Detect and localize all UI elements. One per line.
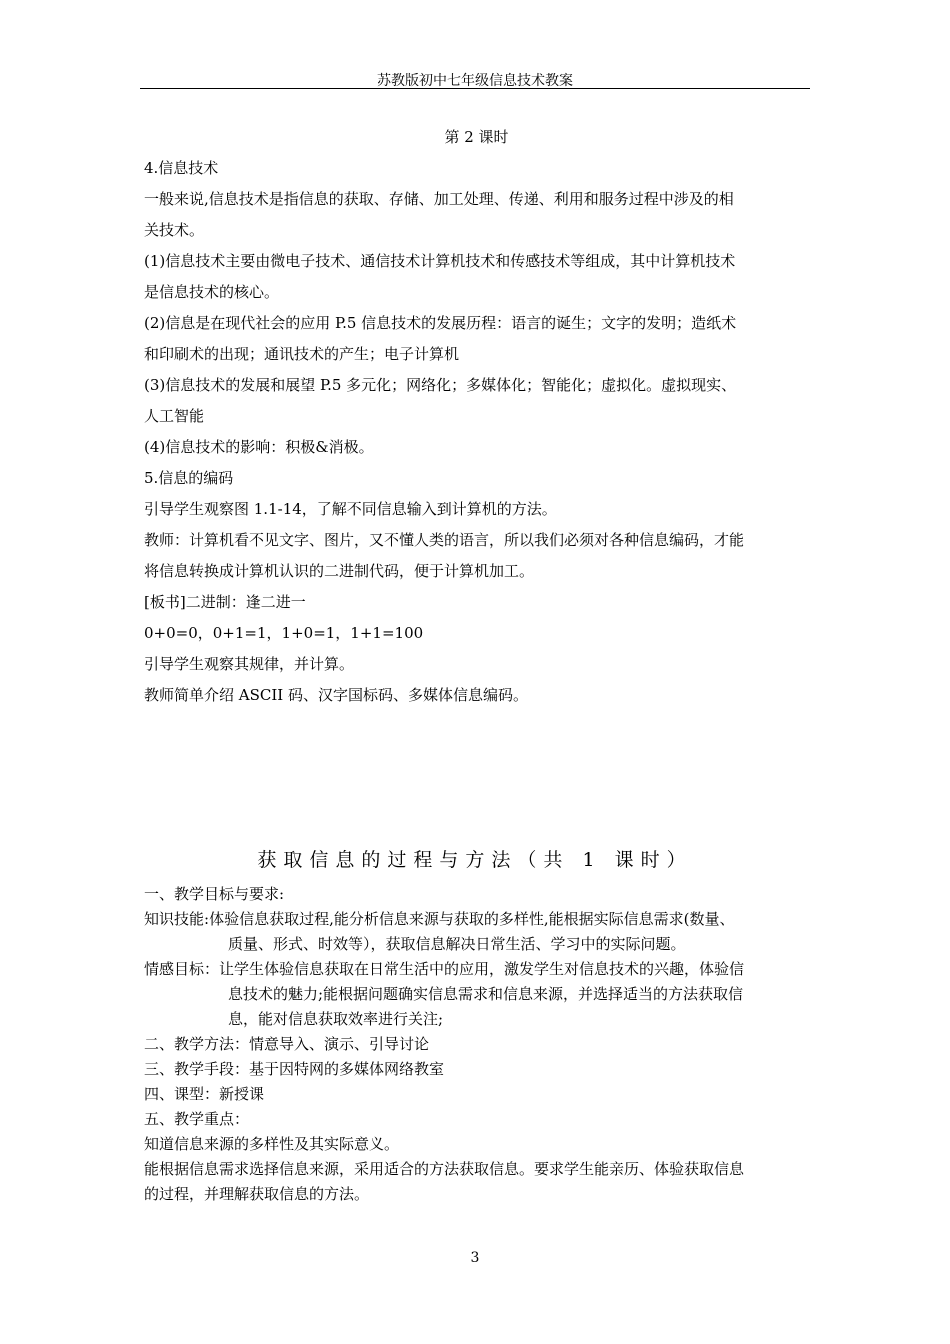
lesson2-line: 0+0=0，0+1=1，1+0=1，1+1=100: [144, 624, 424, 642]
focus-heading: 五、教学重点：: [144, 1110, 250, 1128]
lesson2-line: 和印刷术的出现；通讯技术的产生；电子计算机: [144, 345, 460, 363]
section2-block: [144, 882, 809, 1207]
teaching-method: 二、教学方法：情意导入、演示、引导讨论: [144, 1035, 430, 1053]
lesson2-line: (3)信息技术的发展和展望 P.5 多元化；网络化；多媒体化；智能化；虚拟化。虚拟现实、: [144, 376, 737, 394]
lesson2-line: (1)信息技术主要由微电子技术、通信技术计算机技术和传感技术等组成，其中计算机技术: [144, 252, 736, 270]
lesson2-line: 关技术。: [144, 221, 205, 239]
knowledge-text: 质量、形式、时效等），获取信息解决日常生活、学习中的实际问题。: [228, 935, 686, 953]
knowledge-item: [144, 907, 809, 932]
lesson2-line: 一般来说,信息技术是指信息的获取、存储、加工处理、传递、利用和服务过程中涉及的相: [144, 190, 734, 208]
lesson2-block: [144, 122, 809, 711]
focus-text: 的过程，并理解获取信息的方法。: [144, 1185, 370, 1203]
emotion-item: [144, 957, 809, 982]
lesson2-line: 教师简单介绍 ASCII 码、汉字国标码、多媒体信息编码。: [144, 686, 528, 704]
lesson2-line: 教师：计算机看不见文字、图片，又不懂人类的语言，所以我们必须对各种信息编码，才能: [144, 531, 745, 549]
emotion-text: 息，能对信息获取效率进行关注;: [228, 1010, 444, 1028]
focus-text: 能根据信息需求选择信息来源，采用适合的方法获取信息。要求学生能亲历、体验获取信息: [144, 1160, 745, 1178]
knowledge-label: 知识技能:: [144, 910, 210, 928]
emotion-text: 息技术的魅力;能根据问题确实信息需求和信息来源，并选择适当的方法获取信: [228, 985, 744, 1003]
page-number: 3: [470, 1250, 480, 1266]
lesson2-line: (2)信息是在现代社会的应用 P.5 信息技术的发展历程：语言的诞生；文字的发明；造纸术: [144, 314, 737, 332]
lesson2-line: 人工智能: [144, 407, 205, 425]
lesson2-line: 将信息转换成计算机认识的二进制代码，便于计算机加工。: [144, 562, 535, 580]
lesson2-line: 引导学生观察其规律，并计算。: [144, 655, 355, 673]
knowledge-text: 体验信息获取过程,能分析信息来源与获取的多样性,能根据实际信息需求(数量、: [209, 910, 735, 928]
lesson-type: 四、课型：新授课: [144, 1085, 265, 1103]
lesson2-line: 引导学生观察图 1.1-14，了解不同信息输入到计算机的方法。: [144, 500, 557, 518]
lesson2-line: [板书]二进制：逢二进一: [144, 593, 306, 611]
focus-text: 知道信息来源的多样性及其实际意义。: [144, 1135, 400, 1153]
goal-heading: 一、教学目标与要求:: [144, 885, 285, 903]
emotion-text: 让学生体验信息获取在日常生活中的应用，激发学生对信息技术的兴趣，体验信: [219, 960, 745, 978]
teaching-means: 三、教学手段：基于因特网的多媒体网络教室: [144, 1060, 445, 1078]
lesson2-line: 5.信息的编码: [144, 469, 234, 487]
page-header: 苏教版初中七年级信息技术教案: [377, 73, 573, 89]
lesson2-line: (4)信息技术的影响：积极&消极。: [144, 438, 374, 456]
header-rule: [140, 88, 810, 89]
lesson2-line: 是信息技术的核心。: [144, 283, 280, 301]
lesson2-line: 4.信息技术: [144, 159, 219, 177]
lesson2-heading: 第 2 课时: [444, 128, 509, 146]
section-title: 获取信息的过程与方法（共 1 课时）: [257, 849, 693, 871]
emotion-label: 情感目标：: [144, 960, 220, 978]
